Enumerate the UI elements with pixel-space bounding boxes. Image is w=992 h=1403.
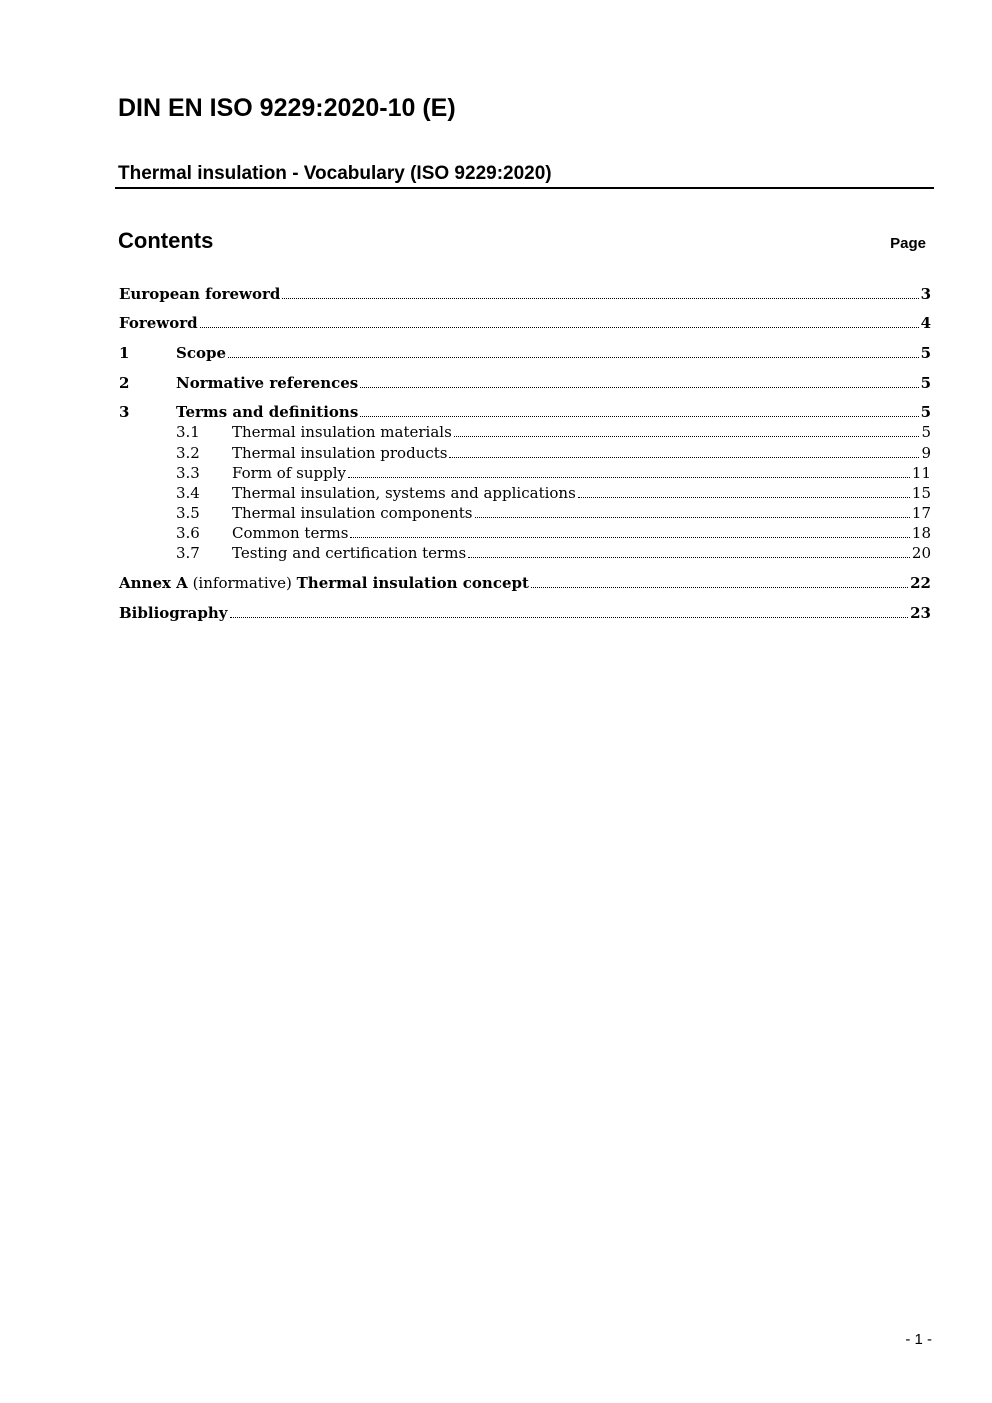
toc-entry-label: Foreword	[119, 314, 198, 332]
toc-entry-number: 3.2	[176, 444, 200, 462]
toc-entry-number: 2	[119, 374, 130, 392]
toc-dot-leader	[200, 327, 919, 328]
toc-entry-number: 3.7	[176, 544, 200, 562]
toc-entry-number: 3.3	[176, 464, 200, 482]
toc-entry-number: 3.1	[176, 423, 200, 441]
toc-entry-page: 20	[911, 544, 931, 562]
toc-entry-foreword[interactable]	[119, 313, 931, 333]
document-subtitle: Thermal insulation - Vocabulary (ISO 9229:2020)	[118, 163, 552, 184]
toc-dot-leader	[531, 587, 908, 588]
toc-entry-label: Testing and certification terms	[232, 544, 467, 562]
toc-entry-scope[interactable]	[119, 343, 931, 363]
toc-dot-leader	[360, 416, 918, 417]
toc-dot-leader	[350, 537, 909, 538]
toc-dot-leader	[454, 436, 920, 437]
document-title: DIN EN ISO 9229:2020-10 (E)	[118, 94, 456, 122]
toc-entry-label: Bibliography	[119, 604, 228, 622]
toc-entry-label: Normative references	[176, 374, 359, 392]
toc-dot-leader	[578, 497, 910, 498]
toc-entry-3-1[interactable]	[119, 422, 931, 442]
toc-entry-label: Terms and definitions	[176, 403, 359, 421]
toc-dot-leader	[228, 357, 919, 358]
toc-entry-page: 5	[921, 423, 931, 441]
page-number-footer: - 1 -	[905, 1331, 932, 1348]
toc-dot-leader	[230, 617, 909, 618]
toc-entry-3-5[interactable]	[119, 503, 931, 523]
toc-dot-leader	[475, 517, 910, 518]
toc-entry-page: 5	[920, 344, 931, 362]
toc-entry-number: 3.4	[176, 484, 200, 502]
toc-entry-3-3[interactable]	[119, 463, 931, 483]
toc-entry-number: 3	[119, 403, 130, 421]
toc-entry-page: 23	[910, 604, 931, 622]
toc-entry-european-foreword[interactable]	[119, 284, 931, 304]
toc-entry-normative-references[interactable]	[119, 373, 931, 393]
toc-entry-number: 3.6	[176, 524, 200, 542]
toc-entry-page: 18	[911, 524, 931, 542]
toc-entry-number: 3.5	[176, 504, 200, 522]
toc-entry-bibliography[interactable]	[119, 603, 931, 623]
annex-prefix: Annex A	[119, 574, 188, 592]
toc-entry-page: 22	[910, 574, 931, 592]
toc-entry-3-7[interactable]	[119, 543, 931, 563]
toc-entry-label: Common terms	[232, 524, 349, 542]
toc-entry-label: Scope	[176, 344, 227, 362]
toc-entry-3-2[interactable]	[119, 443, 931, 463]
toc-entry-label: Thermal insulation components	[232, 504, 473, 522]
toc-entry-terms-and-definitions[interactable]	[119, 402, 931, 422]
toc-entry-label: Thermal insulation products	[232, 444, 448, 462]
toc-entry-page: 4	[920, 314, 931, 332]
subtitle-divider	[115, 187, 934, 189]
toc-entry-page: 5	[920, 374, 931, 392]
toc-entry-page: 3	[920, 285, 931, 303]
annex-informative-tag: (informative)	[192, 574, 292, 592]
toc-dot-leader	[282, 298, 918, 299]
toc-entry-label: European foreword	[119, 285, 281, 303]
toc-entry-number: 1	[119, 344, 130, 362]
toc-entry-label: Form of supply	[232, 464, 346, 482]
toc-dot-leader	[468, 557, 910, 558]
toc-entry-page: 15	[911, 484, 931, 502]
toc-dot-leader	[449, 457, 919, 458]
toc-entry-3-6[interactable]	[119, 523, 931, 543]
annex-title: Thermal insulation concept	[296, 574, 529, 592]
toc-entry-label	[119, 573, 529, 593]
page-column-heading: Page	[890, 235, 926, 252]
toc-entry-3-4[interactable]	[119, 483, 931, 503]
toc-dot-leader	[360, 387, 918, 388]
toc-entry-page: 5	[920, 403, 931, 421]
toc-entry-page: 11	[911, 464, 931, 482]
toc-entry-label: Thermal insulation materials	[232, 423, 452, 441]
toc-entry-label: Thermal insulation, systems and applications	[232, 484, 576, 502]
toc-dot-leader	[348, 477, 910, 478]
toc-entry-annex-a[interactable]	[119, 573, 931, 593]
toc-entry-page: 17	[911, 504, 931, 522]
contents-heading: Contents	[118, 228, 214, 253]
toc-entry-page: 9	[921, 444, 931, 462]
